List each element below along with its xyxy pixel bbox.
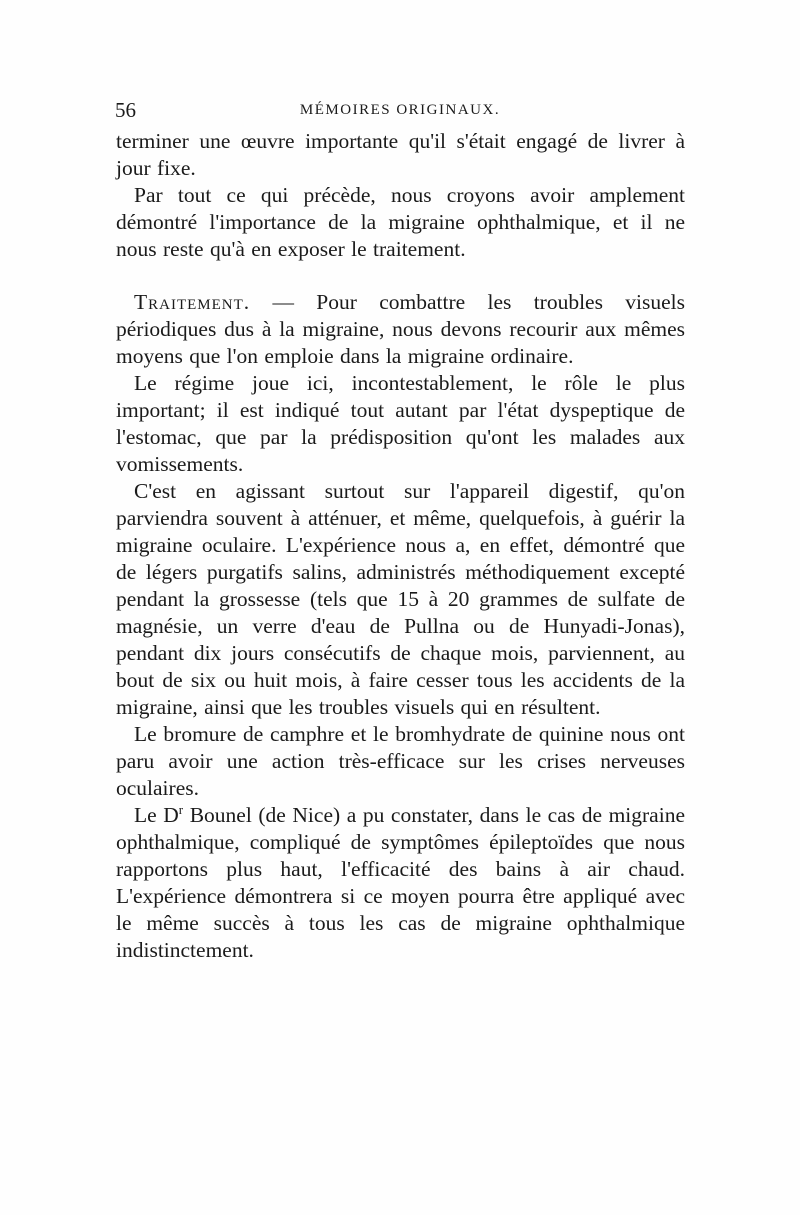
paragraph (116, 802, 685, 964)
paragraph-text: C'est en agissant surtout sur l'appareil digestif, qu'on parviendra souvent à atténuer, et même, quelquefois, à guérir la migraine oculaire. L'expérience nous a, en effet, démontré que de légers purgatifs salins, administrés méthodiquement excepté pendant la grossesse (tels que 15 à 20 grammes de sulfate de magnésie, un verre d'eau de Pullna ou de Hunyadi-Jonas), pendant dix jours consécutifs de chaque mois, parviennent, au bout de six ou huit mois, à faire cesser tous les accidents de la migraine, ainsi que les troubles visuels qui en résultent. (116, 479, 685, 719)
paragraph-continuation (116, 128, 685, 182)
page-header (115, 98, 685, 128)
section-heading: Traitement. (134, 290, 251, 314)
paragraph-text: Le bromure de camphre et le bromhydrate de quinine nous ont paru avoir une action très-efficace sur les crises nerveuses oculaires. (116, 722, 685, 800)
paragraph-prefix: Le D (134, 803, 179, 827)
paragraph (116, 478, 685, 721)
paragraph-text: — Pour combattre les troubles visuels périodiques dus à la migraine, nous devons recourir aux mêmes moyens que l'on emploie dans la migraine ordinaire. (116, 290, 685, 368)
paragraph-treatment (116, 289, 685, 370)
page-number: 56 (115, 98, 136, 122)
body-text (116, 128, 685, 964)
paragraph (116, 182, 685, 263)
running-title: MÉMOIRES ORIGINAUX. (299, 102, 501, 118)
superscript: r (178, 801, 184, 817)
paragraph-text: Bounel (de Nice) a pu constater, dans le cas de migraine ophthalmique, compliqué de symptômes épileptoïdes que nous rapportons plus haut, l'efficacité des bains à air chaud. L'expérience démontrera si ce moyen pourra être appliqué avec le même succès à tous les cas de migraine ophthalmique indistinctement. (116, 803, 685, 962)
paragraph-text: terminer une œuvre importante qu'il s'était engagé de livrer à jour fixe. (116, 129, 685, 180)
paragraph-text: Le régime joue ici, incontestablement, le rôle le plus important; il est indiqué tout autant par l'état dyspeptique de l'estomac, que par la prédisposition qu'ont les malades aux vomissements. (116, 371, 685, 476)
paragraph-text: Par tout ce qui précède, nous croyons avoir amplement démontré l'importance de la migraine ophthalmique, et il ne nous reste qu'à en exposer le traitement. (116, 183, 685, 261)
paragraph (116, 721, 685, 802)
paragraph (116, 370, 685, 478)
